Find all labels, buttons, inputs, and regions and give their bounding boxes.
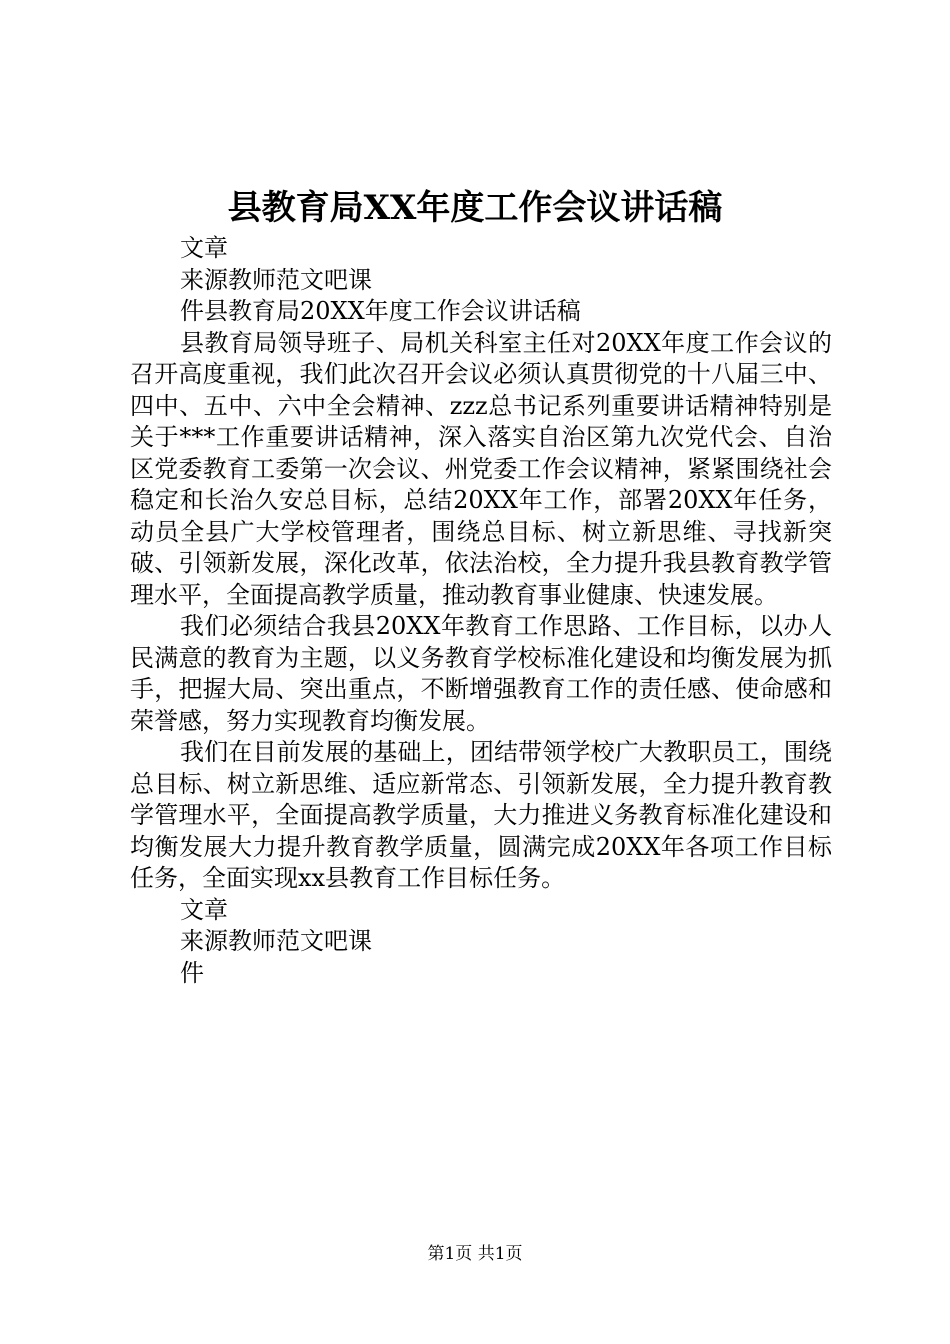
paragraph-2: 我们必须结合我县20XX年教育工作思路、工作目标，以办人民满意的教育为主题，以义务教育学校标准化建设和均衡发展为抓手，把握大局、突出重点，不断增强教育工作的责任感、使命感和荣誉感，努力实现教育均衡发展。 — [130, 612, 832, 735]
source-line-5: 件 — [180, 958, 204, 987]
source-line-2: 来源教师范文吧课 — [180, 265, 372, 294]
source-line-1: 文章 — [180, 234, 228, 262]
page-number-footer: 第1页 共1页 — [427, 1244, 523, 1264]
source-line-3: 文章 — [180, 895, 228, 924]
source-line-4: 来源教师范文吧课 — [180, 927, 372, 955]
paragraph-1: 县教育局领导班子、局机关科室主任对20XX年度工作会议的召开高度重视，我们此次召开会议必须认真贯彻党的十八届三中、四中、五中、六中全会精神、zzz总书记系列重要讲话精神特别是关于***工作重要讲话精神，深入落实自治区第九次党代会、自治区党委教育工委第一次会议、州党委工作会议精神，紧紧围绕社会稳定和长治久安总目标，总结20XX年工作，部署20XX年任务，动员全县广大学校管理者，围绕总目标、树立新思维、寻找新突破、引领新发展，深化改革，依法治校，全力提升我县教育教学管理水平，全面提高教学质量，推动教育事业健康、快速发展。 — [130, 328, 832, 609]
subtitle-line: 件县教育局20XX年度工作会议讲话稿 — [180, 297, 581, 325]
document-title: 县教育局XX年度工作会议讲话稿 — [227, 188, 723, 228]
document-body — [130, 233, 832, 989]
paragraph-3: 我们在目前发展的基础上，团结带领学校广大教职员工，围绕总目标、树立新思维、适应新常态、引领新发展，全力提升教育教学管理水平，全面提高教学质量，大力推进义务教育标准化建设和均衡发展大力提升教育教学质量，圆满完成20XX年各项工作目标任务，全面实现xx县教育工作目标任务。 — [130, 738, 832, 892]
